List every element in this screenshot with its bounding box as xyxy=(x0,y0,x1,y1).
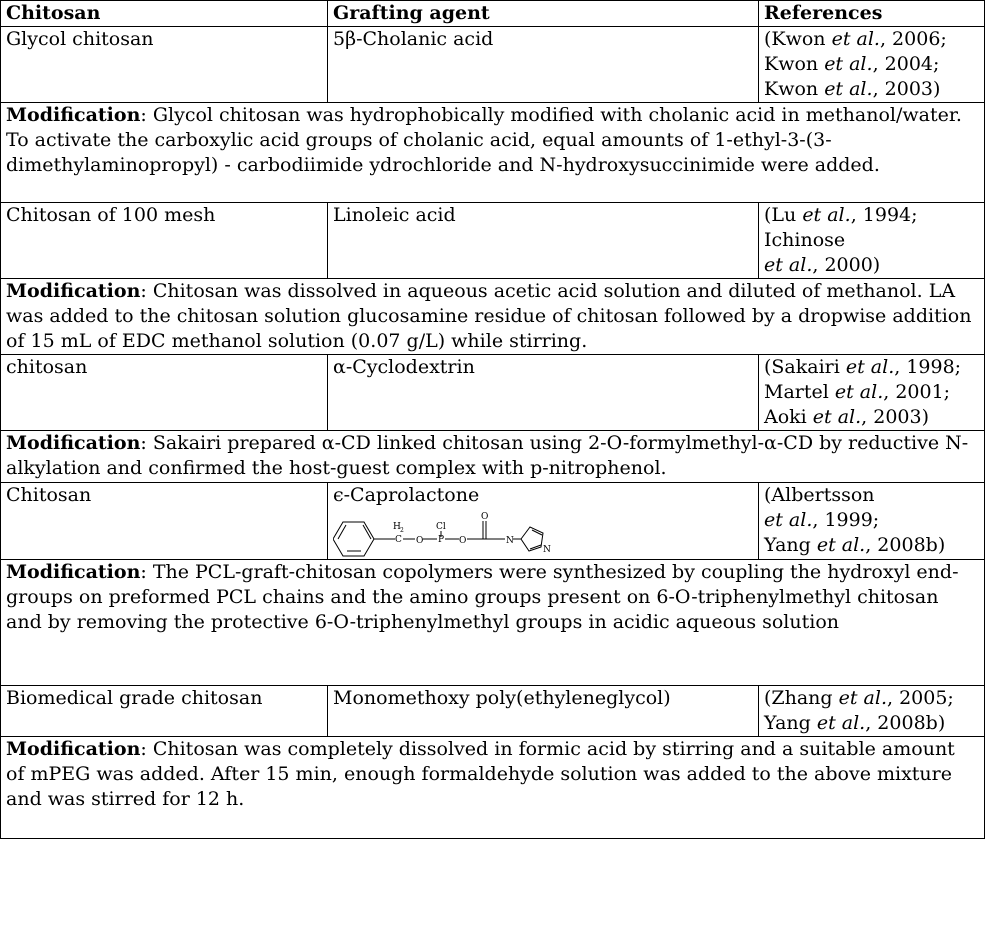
chitosan-cell: Chitosan xyxy=(1,483,328,560)
modification-text: : Sakairi prepared α-CD linked chitosan using 2-O-formylmethyl-α-CD by reductive N-alkylation and confirmed the host-guest complex with p-nitrophenol. xyxy=(6,432,969,479)
modification-row xyxy=(1,431,985,483)
modification-label: Modification xyxy=(6,561,141,583)
reference-line: Ichinose xyxy=(764,229,846,251)
carbon-atom: C xyxy=(395,535,402,545)
nitrogen-atom: N xyxy=(506,536,514,546)
agent-cell: 5β-Cholanic acid xyxy=(328,27,759,103)
modification-text: : Glycol chitosan was hydrophobically modified with cholanic acid in methanol/water. To activate the carboxylic acid groups of cholanic acid, equal amounts of 1-ethyl-3-(3-dimethylaminopropyl) - carbodiimide ydrochloride and N-hydroxysuccinimide were added. xyxy=(6,104,962,176)
reference-line: et al., 1999; xyxy=(764,509,880,531)
modification-label: Modification xyxy=(6,104,141,126)
reference-line: et al., 2000) xyxy=(764,254,881,276)
oxygen-atom: O xyxy=(459,536,467,546)
modification-label: Modification xyxy=(6,280,141,302)
hydrogen-atom: H xyxy=(393,522,401,532)
imidazole-ring xyxy=(521,527,543,551)
header-references: References xyxy=(759,1,985,27)
header-grafting-agent: Grafting agent xyxy=(328,1,759,27)
table-row xyxy=(1,483,985,560)
references-cell xyxy=(759,355,985,431)
nitrogen-atom: N xyxy=(543,545,551,555)
modification-text: : The PCL-graft-chitosan copolymers were synthesized by coupling the hydroxyl end-groups on preformed PCL chains and the amino groups present on 6-O-triphenylmethyl chitosan and by removing the protective 6-O-triphenylmethyl groups in acidic aqueous solution xyxy=(6,561,959,633)
phosphorus-atom: P xyxy=(438,535,445,545)
agent-cell xyxy=(328,483,759,560)
table-row xyxy=(1,27,985,103)
header-chitosan: Chitosan xyxy=(1,1,328,27)
modification-row xyxy=(1,279,985,355)
reference-line: (Albertsson xyxy=(764,484,875,506)
references-cell xyxy=(759,203,985,279)
reference-line: (Zhang et al., 2005; xyxy=(764,687,954,709)
reference-line: (Sakairi et al., 1998; xyxy=(764,356,962,378)
reference-line: Yang et al., 2008b) xyxy=(764,534,946,556)
modification-text: : Chitosan was dissolved in aqueous acetic acid solution and diluted of methanol. LA was added to the chitosan solution glucosamine residue of chitosan followed by a dropwise addition of 15 mL of EDC methanol solution (0.07 g/L) while stirring. xyxy=(6,280,972,352)
modification-cell xyxy=(1,103,985,203)
chitosan-cell: Chitosan of 100 mesh xyxy=(1,203,328,279)
chemical-structure xyxy=(333,509,573,559)
chitosan-cell: Glycol chitosan xyxy=(1,27,328,103)
references-cell xyxy=(759,686,985,737)
agent-cell: α-Cyclodextrin xyxy=(328,355,759,431)
chitosan-cell: Biomedical grade chitosan xyxy=(1,686,328,737)
reference-line: Martel et al., 2001; xyxy=(764,381,951,403)
reference-line: Yang et al., 2008b) xyxy=(764,712,946,734)
modification-row xyxy=(1,737,985,839)
modification-cell xyxy=(1,279,985,355)
table-row xyxy=(1,686,985,737)
modification-row xyxy=(1,560,985,686)
chitosan-cell: chitosan xyxy=(1,355,328,431)
reference-line: Aoki et al., 2003) xyxy=(764,406,930,428)
modification-row xyxy=(1,103,985,203)
modification-cell xyxy=(1,431,985,483)
modification-cell xyxy=(1,737,985,839)
modification-text: : Chitosan was completely dissolved in formic acid by stirring and a suitable amount of mPEG was added. After 15 min, enough formaldehyde solution was added to the above mixture and was stirred for 12 h. xyxy=(6,738,955,810)
reference-line: Kwon et al., 2004; xyxy=(764,53,940,75)
table-row xyxy=(1,203,985,279)
modification-label: Modification xyxy=(6,432,141,454)
modification-label: Modification xyxy=(6,738,141,760)
references-cell xyxy=(759,483,985,560)
table-row xyxy=(1,355,985,431)
oxygen-atom: O xyxy=(416,536,424,546)
agent-cell: Linoleic acid xyxy=(328,203,759,279)
chlorine-atom: Cl xyxy=(436,522,446,532)
oxygen-atom: O xyxy=(481,512,489,522)
hydrogen-subscript: 2 xyxy=(400,527,404,534)
reference-line: (Kwon et al., 2006; xyxy=(764,28,947,50)
header-row xyxy=(1,1,985,27)
reference-line: (Lu et al., 1994; xyxy=(764,204,918,226)
agent-name: ϵ-Caprolactone xyxy=(333,484,480,506)
references-cell xyxy=(759,27,985,103)
agent-cell: Monomethoxy poly(ethyleneglycol) xyxy=(328,686,759,737)
reference-line: Kwon et al., 2003) xyxy=(764,78,941,100)
modification-cell xyxy=(1,560,985,686)
